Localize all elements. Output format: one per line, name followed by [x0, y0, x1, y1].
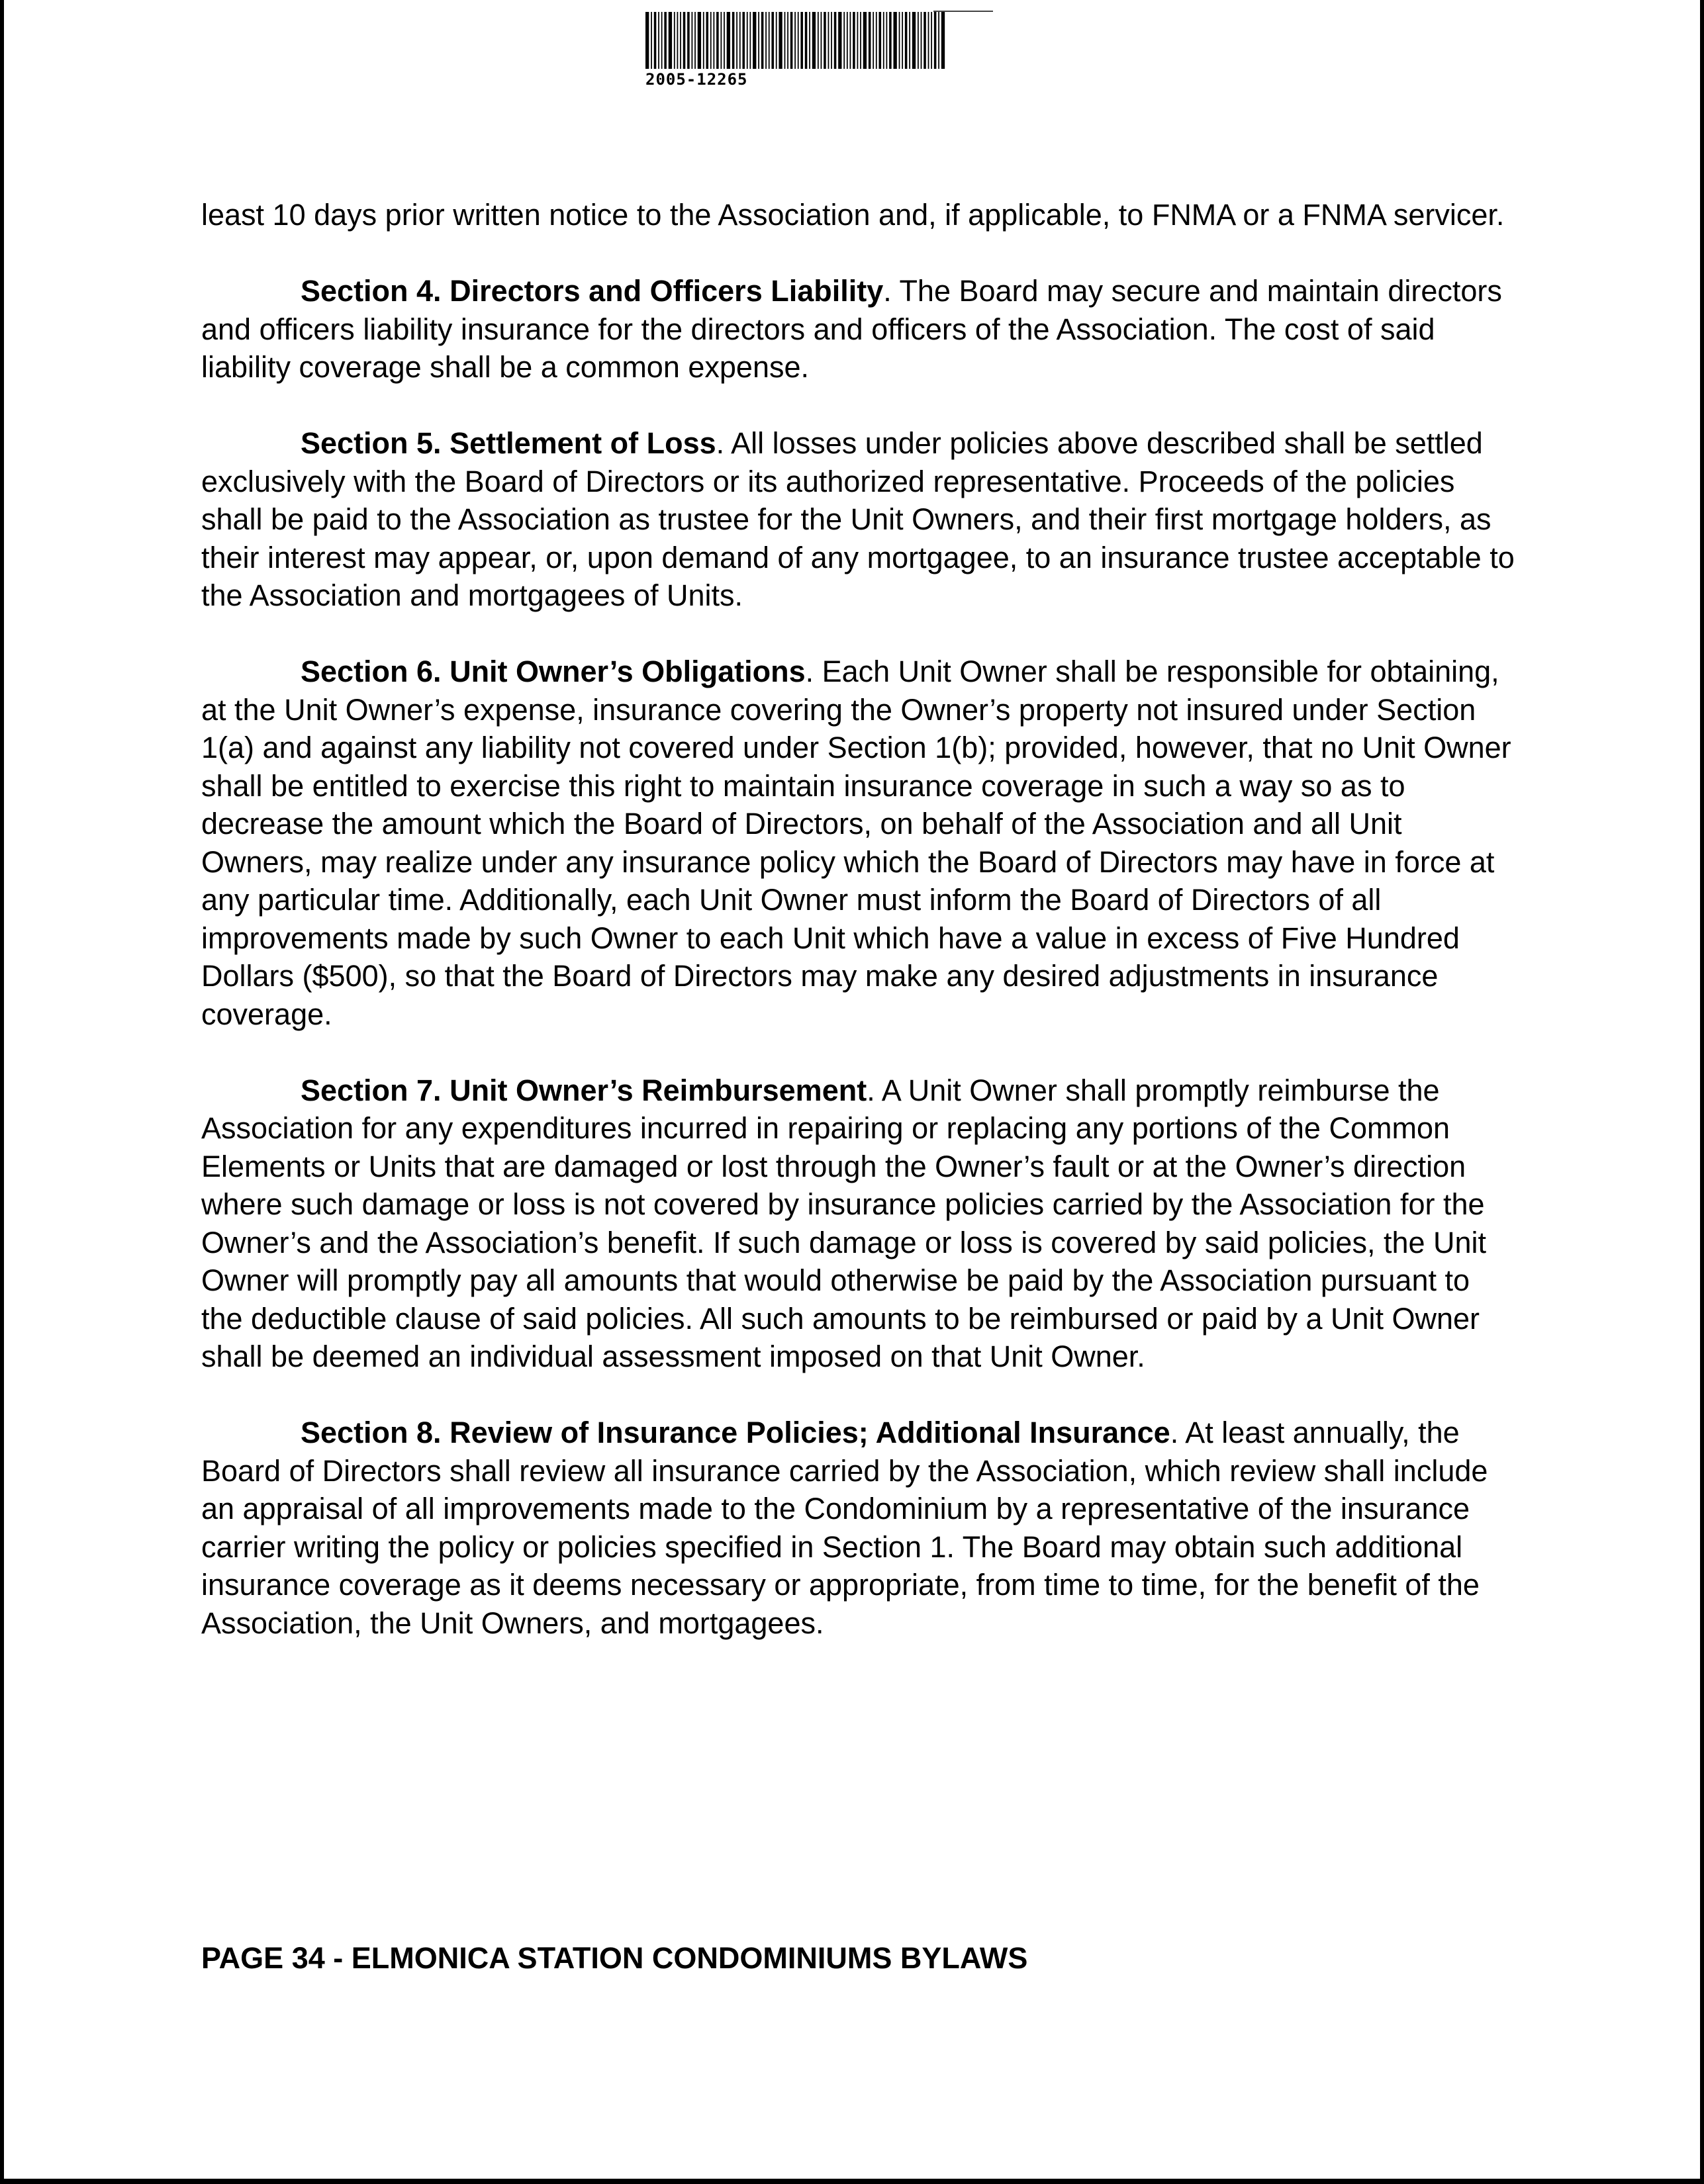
barcode-number: 2005-12265 [645, 70, 748, 89]
barcode-bar [687, 12, 690, 69]
paragraph-text: least 10 days prior written notice to the Association and, if applicable, to FNMA or a FNMA servicer. [201, 198, 1505, 232]
barcode-bar [873, 12, 874, 69]
scan-border-left [0, 0, 4, 2184]
barcode-bar [834, 12, 837, 69]
barcode-bar [809, 12, 810, 69]
barcode-bar [677, 12, 679, 69]
section-4-heading: Section 4. Directors and Officers Liability [301, 274, 884, 308]
section-8-text: . At least annually, the Board of Directors shall review all insurance carried by the Association, which review shall include an appraisal of all improvements made to the Condominium by a representative of the insurance carrier writing the policy or policies specified in Section 1. The Board may obtain such additional insurance coverage as it deems necessary or appropriate, from time to time, for the benefit of the Association, the Unit Owners, and mortgagees. [201, 1416, 1488, 1640]
barcode-bar [787, 12, 788, 69]
barcode-bar [736, 12, 737, 69]
barcode-bar [812, 12, 816, 69]
barcode-bar [753, 12, 756, 69]
barcode-bar [776, 12, 777, 69]
section-6-heading: Section 6. Unit Owner’s Obligations [301, 655, 806, 688]
barcode-bar [710, 12, 712, 69]
section-6-paragraph [201, 653, 1519, 1033]
barcode-bar [692, 12, 693, 69]
barcode-bar [669, 12, 672, 69]
barcode-bar [758, 12, 759, 69]
page-footer: PAGE 34 - ELMONICA STATION CONDOMINIUMS BYLAWS [201, 1941, 1028, 1975]
barcode-bar [860, 12, 861, 69]
barcode-bar [779, 12, 782, 69]
barcode-bar [831, 12, 832, 69]
barcode-bar [706, 12, 709, 69]
barcode-bar [727, 12, 730, 69]
barcode-bar [703, 12, 704, 69]
barcode-bar [889, 12, 892, 69]
barcode-bar [654, 12, 657, 69]
section-7-heading: Section 7. Unit Owner’s Reimbursement [301, 1073, 867, 1107]
barcode-bar [899, 12, 900, 69]
barcode-bar [818, 12, 819, 69]
barcode-bar [857, 12, 859, 69]
barcode-bar [928, 12, 929, 69]
barcode-bar [838, 12, 841, 69]
barcode-bar [934, 12, 937, 69]
scan-border-right [1700, 0, 1704, 2184]
barcode-bar [694, 12, 696, 69]
barcode-bar [683, 12, 686, 69]
barcode-bar [765, 12, 767, 69]
section-7-paragraph [201, 1071, 1519, 1376]
barcode-bar [853, 12, 855, 69]
barcode-bar [879, 12, 882, 69]
barcode-bar [921, 12, 922, 69]
barcode-bar [863, 12, 867, 69]
barcode-bar [931, 12, 932, 69]
barcode-bar [894, 12, 897, 69]
barcode-bar [769, 12, 770, 69]
barcode-bar [732, 12, 735, 69]
barcode-bar [912, 12, 916, 69]
scan-border-bottom [0, 2179, 1704, 2184]
barcode-bar [828, 12, 829, 69]
barcode-bar [886, 12, 888, 69]
barcode-bar [824, 12, 826, 69]
document-body [201, 196, 1519, 1680]
barcode-bar [798, 12, 799, 69]
barcode-bar [724, 12, 725, 69]
barcode-bar [720, 12, 722, 69]
section-4-paragraph [201, 272, 1519, 387]
section-7-text: . A Unit Owner shall promptly reimburse the Association for any expenditures incurred in repairing or replacing any portions of the Common Elements or Units that are damaged or lost through the Owner’s fault or at the Owner’s direction where such damage or loss is not covered by insurance policies carried by the Association for the Owner’s and the Association’s benefit. If such damage or loss is covered by said policies, the Unit Owner will promptly pay all amounts that would otherwise be paid by the Association pursuant to the deductible clause of said policies. All such amounts to be reimbursed or paid by a Unit Owner shall be deemed an individual assessment imposed on that Unit Owner. [201, 1073, 1487, 1373]
barcode-bar [771, 12, 774, 69]
barcode-bar [869, 12, 871, 69]
barcode-bar [716, 12, 719, 69]
barcode-bar [790, 12, 793, 69]
barcode-bar [739, 12, 741, 69]
barcode-bar [918, 12, 919, 69]
barcode-bar [698, 12, 701, 69]
barcode-bar [850, 12, 851, 69]
barcode-bar [661, 12, 663, 69]
barcode-bar [794, 12, 796, 69]
barcode-bar [651, 12, 652, 69]
barcode-bar [905, 12, 908, 69]
barcode-bar [664, 12, 667, 69]
barcode-bar [805, 12, 808, 69]
barcode-bar [876, 12, 877, 69]
barcode-bar [941, 12, 945, 69]
barcode-bar [909, 12, 910, 69]
section-8-paragraph [201, 1414, 1519, 1642]
barcode-bar [847, 12, 848, 69]
barcode-bar [645, 12, 649, 69]
barcode-bar [749, 12, 751, 69]
barcode-bar [674, 12, 675, 69]
barcode-bar [938, 12, 939, 69]
barcode-bar [902, 12, 903, 69]
barcode-bar [761, 12, 764, 69]
barcode-bar [821, 12, 822, 69]
barcode-bar [747, 12, 748, 69]
barcode-image [645, 12, 947, 69]
barcode-bar [742, 12, 745, 69]
barcode-bar [923, 12, 926, 69]
barcode-bar [784, 12, 786, 69]
section-8-heading: Section 8. Review of Insurance Policies; Additional Insurance [301, 1416, 1170, 1449]
section-4-text: . The Board may secure and maintain directors and officers liability insurance for the directors and officers of the Association. The cost of said liability coverage shall be a common expense. [201, 274, 1502, 384]
barcode-bar [658, 12, 659, 69]
barcode-bar [883, 12, 884, 69]
section-6-text: . Each Unit Owner shall be responsible for obtaining, at the Unit Owner’s expense, insurance covering the Owner’s property not insured under Section 1(a) and against any liability not covered under Section 1(b); provided, however, that no Unit Owner shall be entitled to exercise this right to maintain insurance coverage in such a way so as to decrease the amount which the Board of Directors, on behalf of the Association and all Unit Owners, may realize under any insurance policy which the Board of Directors may have in force at any particular time. Additionally, each Unit Owner must inform the Board of Directors of all improvements made by such Owner to each Unit which have a value in excess of Five Hundred Dollars ($500), so that the Board of Directors may make any desired adjustments in insurance coverage. [201, 655, 1511, 1031]
barcode-bar [800, 12, 803, 69]
paragraph-continuation [201, 196, 1519, 234]
section-5-text: . All losses under policies above described shall be settled exclusively with the Board of Directors or its authorized representative. Proceeds of the policies shall be paid to the Association as trustee for the Unit Owners, and their first mortgage holders, as their interest may appear, or, upon demand of any mortgagee, to an insurance trustee acceptable to the Association and mortgagees of Units. [201, 426, 1515, 612]
section-5-heading: Section 5. Settlement of Loss [301, 426, 716, 460]
section-5-paragraph [201, 424, 1519, 615]
barcode-bar [843, 12, 845, 69]
barcode-bar [680, 12, 681, 69]
barcode-bar [713, 12, 714, 69]
